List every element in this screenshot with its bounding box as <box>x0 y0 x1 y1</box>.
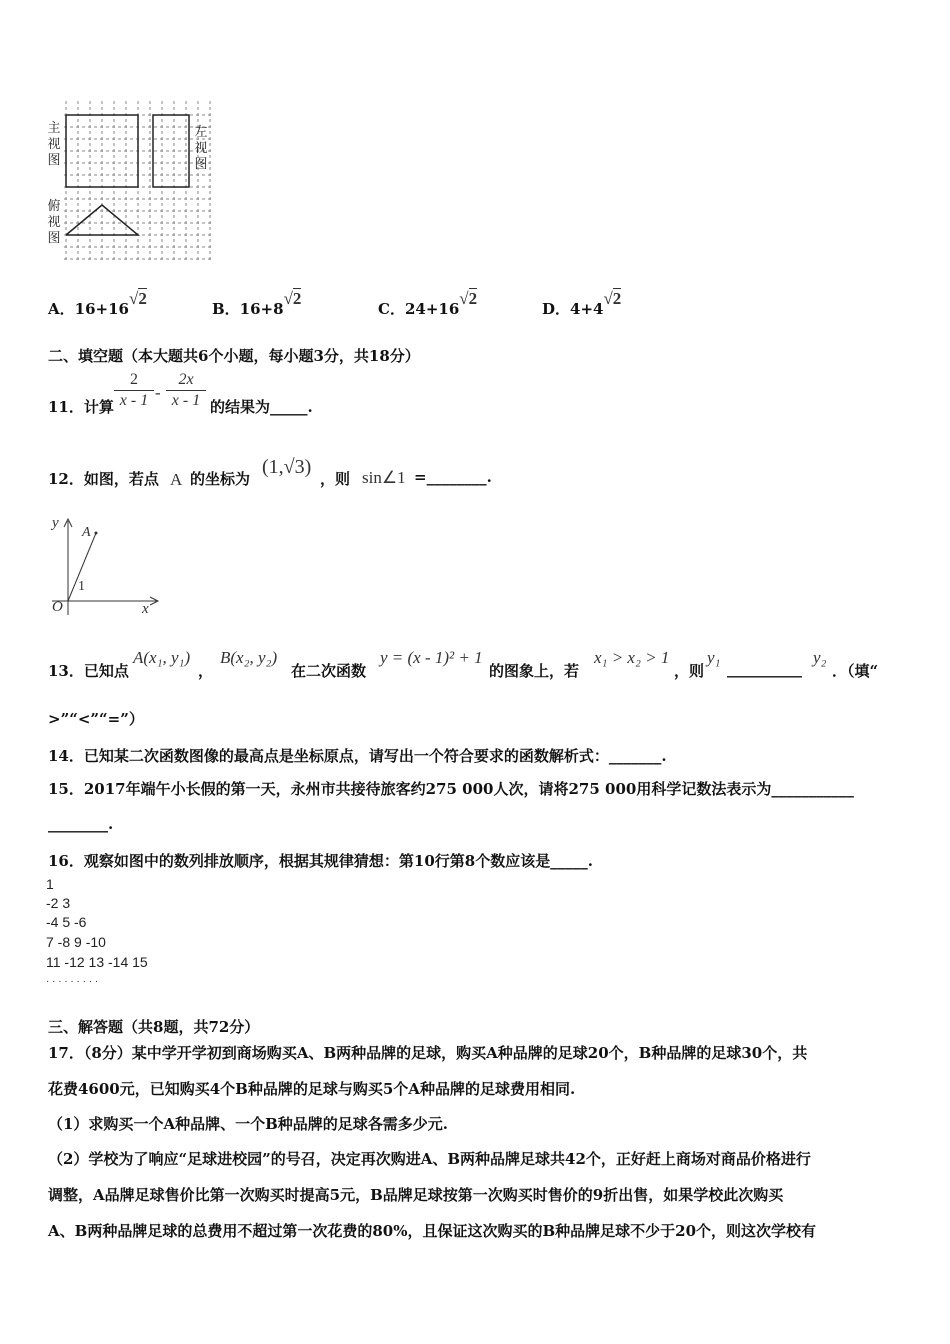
three-view-drawing <box>40 95 220 265</box>
q10-option-d <box>542 289 622 319</box>
q13-prefix: 13．已知点 <box>48 662 129 680</box>
q12-coord: (1,√3) <box>262 456 312 478</box>
q13-mid2: 的图象上，若 <box>489 662 580 680</box>
q13-point-a: A(x₁, y₁) <box>133 648 191 667</box>
frac1-numerator: 2 <box>130 371 138 388</box>
frac1-bar <box>114 390 154 391</box>
q11-minus: - <box>155 383 161 402</box>
frac1-denominator: x - 1 <box>119 392 149 409</box>
sequence-row: 7 -8 9 -10 <box>46 934 106 950</box>
q10-option-b <box>212 289 302 319</box>
q12-sin: sin∠1 <box>362 468 406 487</box>
q13-mid3: ，则 <box>674 662 705 680</box>
angle-1-label: 1 <box>78 579 85 594</box>
q11-fraction-1 <box>114 371 154 410</box>
q12-point: A <box>170 470 183 489</box>
top-view-label: 俯视图 <box>47 199 61 246</box>
sqrt-symbol: √2 <box>603 289 622 308</box>
q13-function: y = (x - 1)² + 1 <box>380 648 483 667</box>
q17-line: 17．（8分）某中学开学初到商场购买A、B两种品牌的足球，购买A种品牌的足球20个，B种品牌的足球30个，共 <box>48 1044 808 1062</box>
q15-line1: 15．2017年端午小长假的第一天，永州市共接待旅客约275 000人次，请将275 000用科学记数法表示为___________ <box>48 780 854 798</box>
option-b-text: B．16+8 <box>212 300 284 318</box>
q16-text: 16．观察如图中的数列排放顺序，根据其规律猜想：第10行第8个数应该是_____. <box>48 852 593 870</box>
q13-tail: ．（填“ <box>832 662 879 680</box>
q10-option-c <box>378 289 478 319</box>
x-axis-label: x <box>142 601 149 617</box>
option-d-text: D．4+4 <box>542 300 604 318</box>
q13-point-b: B(x₂, y₂) <box>220 648 278 667</box>
q17-line: 调整，A品牌足球售价比第一次购买时提高5元，B品牌足球按第一次购买时售价的9折出售，如果学校此次购买 <box>48 1186 784 1204</box>
q13-sep: ， <box>198 662 214 680</box>
option-a-text: A．16+16 <box>48 300 129 318</box>
q13-y2: y₂ <box>813 648 827 667</box>
option-d-radicand: 2 <box>612 289 622 308</box>
origin-label: O <box>52 599 63 615</box>
q12-figure <box>42 515 167 620</box>
frac2-bar <box>166 390 206 391</box>
y-axis-label: y <box>52 515 59 531</box>
q13-condition: x₁ > x₂ > 1 <box>594 648 670 667</box>
sequence-row: 11 -12 13 -14 15 <box>46 954 148 970</box>
option-b-radicand: 2 <box>292 289 302 308</box>
option-a-radicand: 2 <box>138 289 147 308</box>
q12-mid: 的坐标为 <box>190 470 251 488</box>
sqrt-symbol: √2 <box>128 289 147 308</box>
q14-text: 14．已知某二次函数图像的最高点是坐标原点，请写出一个符合要求的函数解析式：_______. <box>48 747 667 765</box>
q13-y1: y₁ <box>707 648 721 667</box>
left-view-label: 左视图 <box>194 125 208 172</box>
option-c-radicand: 2 <box>468 289 478 308</box>
q11-prefix: 11．计算 <box>48 398 114 416</box>
sequence-row: -2 3 <box>46 895 71 911</box>
three-view-figure <box>40 95 220 265</box>
q13-blank: __________ <box>727 660 802 678</box>
option-c-text: C．24+16 <box>378 300 460 318</box>
section3-title: 三、解答题（共8题，共72分） <box>48 1018 260 1036</box>
frac2-denominator: x - 1 <box>171 392 201 409</box>
q17-line: 花费4600元，已知购买4个B种品牌的足球与购买5个A种品牌的足球费用相同. <box>48 1080 576 1098</box>
sequence-row: -4 5 -6 <box>46 914 87 930</box>
q17-line: （2）学校为了响应“足球进校园”的号召，决定再次购进A、B两种品牌足球共42个，正好赶上商场对商品价格进行 <box>48 1150 811 1168</box>
q12-prefix: 12．如图，若点 <box>48 470 159 488</box>
q10-option-a <box>48 289 147 319</box>
q17-line: A、B两种品牌足球的总费用不超过第一次花费的80%，且保证这次购买的B种品牌足球不少于20个，则这次学校有 <box>48 1222 817 1240</box>
sqrt-symbol: √2 <box>459 289 478 308</box>
q11-fraction-2 <box>166 371 206 410</box>
sequence-row: 1 <box>46 876 54 892</box>
sequence-figure <box>44 876 179 992</box>
q11-suffix: 的结果为_____. <box>210 398 313 416</box>
frac2-numerator: 2x <box>178 371 194 388</box>
q17-line: （1）求购买一个A种品牌、一个B种品牌的足球各需多少元. <box>48 1115 448 1133</box>
sequence-row: · · · · · · · · · <box>46 976 99 987</box>
q13-line2: >”“<”“=”） <box>48 710 144 728</box>
q12-suffix: =________. <box>414 468 492 486</box>
sqrt-symbol: √2 <box>283 289 302 308</box>
section2-title: 二、填空题（本大题共6个小题，每小题3分，共18分） <box>48 347 420 365</box>
q12-comma: ，则 <box>320 470 351 488</box>
point-a-label: A <box>82 525 91 540</box>
q15-line2: ________. <box>48 815 114 833</box>
q13-mid: 在二次函数 <box>291 662 367 680</box>
front-view-label: 主视图 <box>47 121 61 168</box>
